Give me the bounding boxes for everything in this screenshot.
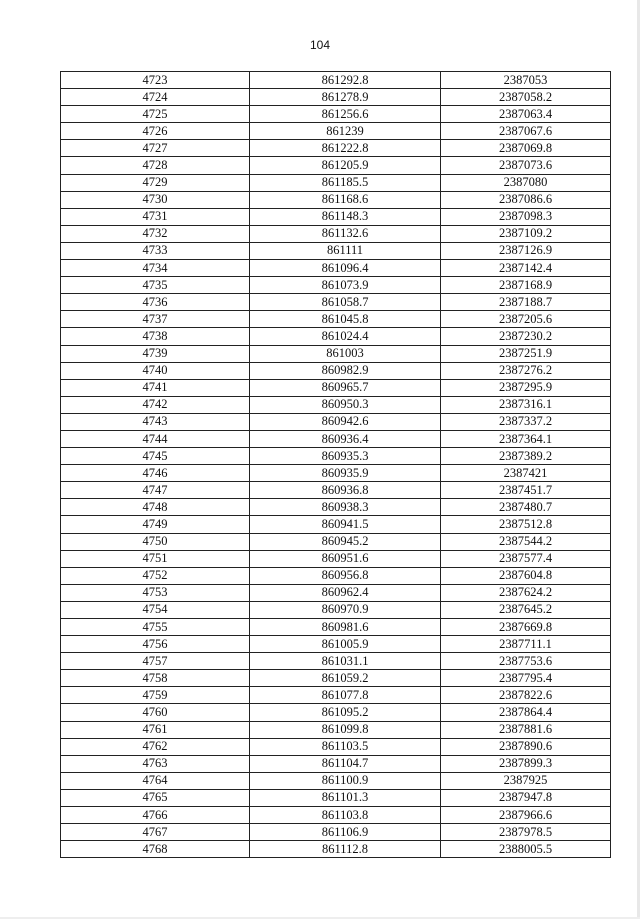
y-coordinate-cell: 2387364.1: [441, 430, 611, 447]
x-coordinate-cell: 860942.6: [250, 413, 441, 430]
point-number-cell: 4725: [61, 106, 250, 123]
x-coordinate-cell: 861103.5: [250, 738, 441, 755]
table-row: [61, 601, 611, 618]
y-coordinate-cell: 2387966.6: [441, 807, 611, 824]
table-row: [61, 841, 611, 858]
point-number-cell: 4737: [61, 311, 250, 328]
x-coordinate-cell: 861024.4: [250, 328, 441, 345]
table-row: [61, 328, 611, 345]
x-coordinate-cell: 861148.3: [250, 208, 441, 225]
y-coordinate-cell: 2387188.7: [441, 294, 611, 311]
y-coordinate-cell: 2387230.2: [441, 328, 611, 345]
point-number-cell: 4751: [61, 550, 250, 567]
point-number-cell: 4746: [61, 465, 250, 482]
point-number-cell: 4743: [61, 413, 250, 430]
x-coordinate-cell: 861096.4: [250, 260, 441, 277]
y-coordinate-cell: 2387069.8: [441, 140, 611, 157]
table-row: [61, 174, 611, 191]
table-row: [61, 277, 611, 294]
table-row: [61, 670, 611, 687]
point-number-cell: 4726: [61, 123, 250, 140]
x-coordinate-cell: 861185.5: [250, 174, 441, 191]
x-coordinate-cell: 860965.7: [250, 379, 441, 396]
y-coordinate-cell: 2387251.9: [441, 345, 611, 362]
x-coordinate-cell: 861059.2: [250, 670, 441, 687]
table-row: [61, 448, 611, 465]
point-number-cell: 4741: [61, 379, 250, 396]
table-row: [61, 140, 611, 157]
point-number-cell: 4735: [61, 277, 250, 294]
point-number-cell: 4730: [61, 191, 250, 208]
point-number-cell: 4744: [61, 430, 250, 447]
table-row: [61, 772, 611, 789]
y-coordinate-cell: 2387421: [441, 465, 611, 482]
table-row: [61, 807, 611, 824]
coordinates-table: [60, 71, 611, 858]
point-number-cell: 4736: [61, 294, 250, 311]
x-coordinate-cell: 861278.9: [250, 89, 441, 106]
point-number-cell: 4763: [61, 755, 250, 772]
y-coordinate-cell: 2387624.2: [441, 584, 611, 601]
y-coordinate-cell: 2387080: [441, 174, 611, 191]
y-coordinate-cell: 2387168.9: [441, 277, 611, 294]
y-coordinate-cell: 2387451.7: [441, 482, 611, 499]
y-coordinate-cell: 2387053: [441, 72, 611, 89]
y-coordinate-cell: 2387316.1: [441, 396, 611, 413]
point-number-cell: 4758: [61, 670, 250, 687]
x-coordinate-cell: 860935.9: [250, 465, 441, 482]
table-row: [61, 106, 611, 123]
x-coordinate-cell: 860950.3: [250, 396, 441, 413]
x-coordinate-cell: 861077.8: [250, 687, 441, 704]
y-coordinate-cell: 2387890.6: [441, 738, 611, 755]
x-coordinate-cell: 860936.4: [250, 430, 441, 447]
point-number-cell: 4748: [61, 499, 250, 516]
table-row: [61, 396, 611, 413]
table-row: [61, 72, 611, 89]
x-coordinate-cell: 860962.4: [250, 584, 441, 601]
point-number-cell: 4731: [61, 208, 250, 225]
table-row: [61, 482, 611, 499]
point-number-cell: 4732: [61, 225, 250, 242]
table-row: [61, 430, 611, 447]
x-coordinate-cell: 861095.2: [250, 704, 441, 721]
x-coordinate-cell: 860938.3: [250, 499, 441, 516]
y-coordinate-cell: 2387067.6: [441, 123, 611, 140]
point-number-cell: 4768: [61, 841, 250, 858]
point-number-cell: 4750: [61, 533, 250, 550]
x-coordinate-cell: 861239: [250, 123, 441, 140]
x-coordinate-cell: 861058.7: [250, 294, 441, 311]
y-coordinate-cell: 2387086.6: [441, 191, 611, 208]
x-coordinate-cell: 860936.8: [250, 482, 441, 499]
x-coordinate-cell: 860982.9: [250, 362, 441, 379]
x-coordinate-cell: 861111: [250, 242, 441, 259]
point-number-cell: 4756: [61, 636, 250, 653]
point-number-cell: 4761: [61, 721, 250, 738]
point-number-cell: 4759: [61, 687, 250, 704]
point-number-cell: 4729: [61, 174, 250, 191]
y-coordinate-cell: 2387899.3: [441, 755, 611, 772]
x-coordinate-cell: 860945.2: [250, 533, 441, 550]
y-coordinate-cell: 2387881.6: [441, 721, 611, 738]
table-row: [61, 89, 611, 106]
point-number-cell: 4764: [61, 772, 250, 789]
table-row: [61, 465, 611, 482]
point-number-cell: 4723: [61, 72, 250, 89]
point-number-cell: 4765: [61, 789, 250, 806]
point-number-cell: 4749: [61, 516, 250, 533]
x-coordinate-cell: 861100.9: [250, 772, 441, 789]
y-coordinate-cell: 2388005.5: [441, 841, 611, 858]
y-coordinate-cell: 2387822.6: [441, 687, 611, 704]
point-number-cell: 4755: [61, 619, 250, 636]
x-coordinate-cell: 861045.8: [250, 311, 441, 328]
point-number-cell: 4740: [61, 362, 250, 379]
table-row: [61, 123, 611, 140]
table-row: [61, 619, 611, 636]
point-number-cell: 4728: [61, 157, 250, 174]
coordinates-table-body: [61, 72, 611, 858]
x-coordinate-cell: 860951.6: [250, 550, 441, 567]
point-number-cell: 4734: [61, 260, 250, 277]
x-coordinate-cell: 860956.8: [250, 567, 441, 584]
table-row: [61, 362, 611, 379]
table-row: [61, 584, 611, 601]
table-row: [61, 516, 611, 533]
y-coordinate-cell: 2387795.4: [441, 670, 611, 687]
table-row: [61, 260, 611, 277]
table-row: [61, 413, 611, 430]
x-coordinate-cell: 861112.8: [250, 841, 441, 858]
point-number-cell: 4733: [61, 242, 250, 259]
x-coordinate-cell: 861101.3: [250, 789, 441, 806]
table-row: [61, 379, 611, 396]
table-row: [61, 242, 611, 259]
y-coordinate-cell: 2387604.8: [441, 567, 611, 584]
y-coordinate-cell: 2387753.6: [441, 653, 611, 670]
y-coordinate-cell: 2387058.2: [441, 89, 611, 106]
y-coordinate-cell: 2387063.4: [441, 106, 611, 123]
point-number-cell: 4754: [61, 601, 250, 618]
point-number-cell: 4739: [61, 345, 250, 362]
y-coordinate-cell: 2387295.9: [441, 379, 611, 396]
x-coordinate-cell: 861003: [250, 345, 441, 362]
y-coordinate-cell: 2387864.4: [441, 704, 611, 721]
x-coordinate-cell: 861132.6: [250, 225, 441, 242]
y-coordinate-cell: 2387073.6: [441, 157, 611, 174]
point-number-cell: 4753: [61, 584, 250, 601]
table-row: [61, 721, 611, 738]
table-row: [61, 550, 611, 567]
table-row: [61, 191, 611, 208]
point-number-cell: 4760: [61, 704, 250, 721]
y-coordinate-cell: 2387512.8: [441, 516, 611, 533]
x-coordinate-cell: 861005.9: [250, 636, 441, 653]
table-row: [61, 225, 611, 242]
y-coordinate-cell: 2387577.4: [441, 550, 611, 567]
y-coordinate-cell: 2387142.4: [441, 260, 611, 277]
table-row: [61, 636, 611, 653]
table-row: [61, 208, 611, 225]
x-coordinate-cell: 861292.8: [250, 72, 441, 89]
table-row: [61, 311, 611, 328]
table-row: [61, 567, 611, 584]
x-coordinate-cell: 860981.6: [250, 619, 441, 636]
table-row: [61, 789, 611, 806]
table-row: [61, 738, 611, 755]
x-coordinate-cell: 861222.8: [250, 140, 441, 157]
y-coordinate-cell: 2387925: [441, 772, 611, 789]
point-number-cell: 4767: [61, 824, 250, 841]
point-number-cell: 4727: [61, 140, 250, 157]
y-coordinate-cell: 2387978.5: [441, 824, 611, 841]
point-number-cell: 4752: [61, 567, 250, 584]
y-coordinate-cell: 2387544.2: [441, 533, 611, 550]
y-coordinate-cell: 2387480.7: [441, 499, 611, 516]
x-coordinate-cell: 861031.1: [250, 653, 441, 670]
y-coordinate-cell: 2387109.2: [441, 225, 611, 242]
y-coordinate-cell: 2387669.8: [441, 619, 611, 636]
x-coordinate-cell: 861073.9: [250, 277, 441, 294]
table-row: [61, 533, 611, 550]
x-coordinate-cell: 861104.7: [250, 755, 441, 772]
y-coordinate-cell: 2387276.2: [441, 362, 611, 379]
x-coordinate-cell: 861205.9: [250, 157, 441, 174]
point-number-cell: 4724: [61, 89, 250, 106]
y-coordinate-cell: 2387337.2: [441, 413, 611, 430]
x-coordinate-cell: 860941.5: [250, 516, 441, 533]
table-row: [61, 499, 611, 516]
x-coordinate-cell: 861103.8: [250, 807, 441, 824]
y-coordinate-cell: 2387098.3: [441, 208, 611, 225]
y-coordinate-cell: 2387947.8: [441, 789, 611, 806]
point-number-cell: 4757: [61, 653, 250, 670]
point-number-cell: 4745: [61, 448, 250, 465]
table-row: [61, 157, 611, 174]
x-coordinate-cell: 860970.9: [250, 601, 441, 618]
table-row: [61, 824, 611, 841]
y-coordinate-cell: 2387711.1: [441, 636, 611, 653]
point-number-cell: 4766: [61, 807, 250, 824]
point-number-cell: 4738: [61, 328, 250, 345]
table-row: [61, 653, 611, 670]
point-number-cell: 4762: [61, 738, 250, 755]
table-row: [61, 704, 611, 721]
y-coordinate-cell: 2387389.2: [441, 448, 611, 465]
x-coordinate-cell: 861168.6: [250, 191, 441, 208]
x-coordinate-cell: 860935.3: [250, 448, 441, 465]
page-number: 104: [309, 38, 331, 52]
x-coordinate-cell: 861256.6: [250, 106, 441, 123]
point-number-cell: 4747: [61, 482, 250, 499]
point-number-cell: 4742: [61, 396, 250, 413]
y-coordinate-cell: 2387126.9: [441, 242, 611, 259]
table-row: [61, 345, 611, 362]
table-row: [61, 687, 611, 704]
table-row: [61, 755, 611, 772]
y-coordinate-cell: 2387205.6: [441, 311, 611, 328]
x-coordinate-cell: 861099.8: [250, 721, 441, 738]
table-row: [61, 294, 611, 311]
x-coordinate-cell: 861106.9: [250, 824, 441, 841]
y-coordinate-cell: 2387645.2: [441, 601, 611, 618]
